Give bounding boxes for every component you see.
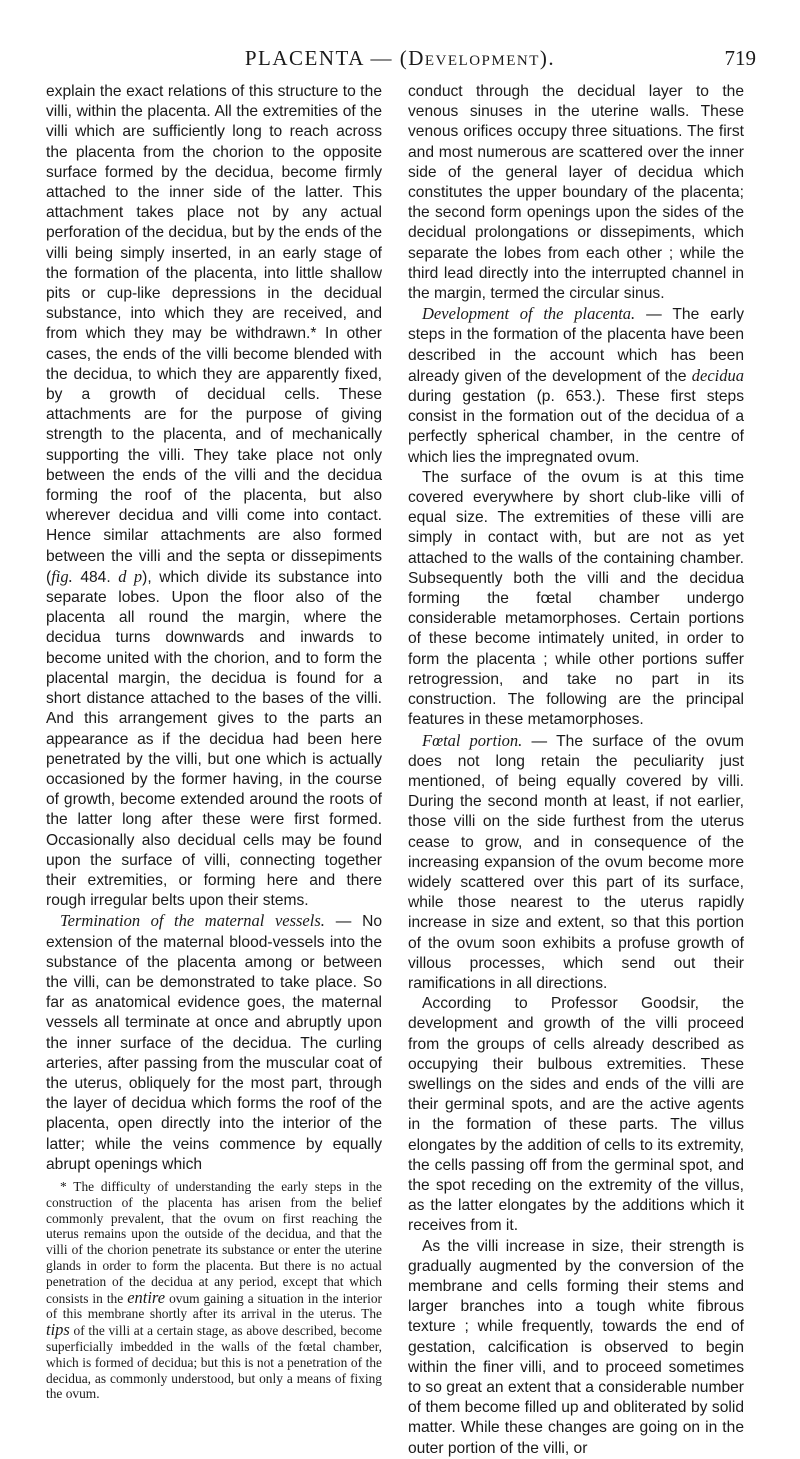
fig-number: 484. xyxy=(72,568,119,586)
paragraph-text: — The early steps in the formation of the placenta have been described in the account which has been already given of the development of the xyxy=(408,306,744,385)
page-header xyxy=(0,46,800,70)
paragraph: The surface of the ovum is at this time covered everywhere by short club-like villi of equal size. The extremities of these villi are simply in contact with, but are not as yet attached to the walls of the containing chamber. Subsequently both the villi and the decidua forming the fœtal chamber undergo considerable metamorphoses. Certain portions of these become intimately united, in order to form the placenta ; while other portions suffer retrogression, and take no part in its construction. The following are the principal features in these metamorphoses. xyxy=(408,468,744,729)
section-heading: Fœtal portion. xyxy=(422,730,523,750)
fig-letters: d p xyxy=(118,566,143,586)
fig-abbrev: fig. xyxy=(51,566,73,586)
footnote-emphasis: tips xyxy=(46,1320,70,1340)
left-column xyxy=(46,82,382,1402)
paragraph xyxy=(46,82,382,911)
paragraph-text: — No extension of the maternal blood-vessels into the substance of the placenta among or between the villi, can be demonstrated to take place. So far as anatomical evidence goes, the maternal vessels all terminate at once and abruptly upon the inner surface of the decidua. The curling arteries, after passing from the muscular coat of the uterus, obliquely for the most part, through the layer of decidua which forms the roof of the placenta, open directly into the interior of the latter; while the veins commence by equally abrupt openings which xyxy=(46,913,382,1173)
footnote-text xyxy=(46,1179,382,1402)
paragraph xyxy=(408,304,744,468)
footnote-part: of the villi at a certain stage, as above described, become superficially imbedded in the walls of the fœtal chamber, which is formed of decidua; but this is not a penetration of the decidua, as commonly understood, but only a means of fixing the ovum. xyxy=(46,1323,382,1402)
emphasis: decidua xyxy=(691,365,744,385)
paragraph-text-end: ), which divide its substance into separate lobes. Upon the floor also of the placenta all round the margin, where the decidua turns downwards and inwards to become united with the chorion, and to form the placental margin, the decidua is found for a short distance attached to the bases of the villi. And this arrangement gives to the parts an appearance as if the decidua had been here penetrated by the villi, but one which is actually occasioned by the former having, in the course of growth, become extended around the roots of the latter long after these were first formed. Occasionally also decidual cells may be found upon the surface of villi, connecting together their extremities, or forming here and there rough irregular belts upon their stems. xyxy=(46,568,383,910)
footnote-part: * The difficulty of understanding the early steps in the construction of the placenta has arisen from the belief commonly prevalent, that the ovum on first reaching the uterus remains upon the outside of the decidua, and that the villi of the chorion penetrate its substance or enter the uterine glands in order to form the placenta. But there is no actual penetration of the decidua at any period, except that which consists in the xyxy=(46,1178,382,1306)
paragraph xyxy=(46,911,382,1175)
footnote-part: ovum gaining a situation in the interior of this membrane shortly after its arrival in the uterus. The xyxy=(46,1290,382,1322)
section-heading: Termination of the maternal vessels. xyxy=(60,911,325,931)
section-heading: Development of the placenta. xyxy=(422,304,636,324)
paragraph: conduct through the decidual layer to the venous sinuses in the uterine walls. These venous orifices occupy three situations. The first and most numerous are scattered over the inner side of the general layer of decidua which constitutes the upper boundary of the placenta; the second form openings upon the sides of the decidual prolongations or dissepiments, which separate the lobes from each other ; while the third lead directly into the interrupted channel in the margin, termed the circular sinus. xyxy=(408,83,744,303)
page-number: 719 xyxy=(724,46,756,70)
running-head-section: Development xyxy=(408,46,540,70)
right-column xyxy=(408,82,744,1459)
paragraph: As the villi increase in size, their strength is gradually augmented by the conversion of the membrane and cells forming their stems and larger branches into a tough white fibrous texture ; while frequently, towards the end of gestation, calcification is observed to begin within the finer villi, and to proceed sometimes to so great an extent that a considerable number of them become filled up and obliterated by solid matter. While these changes are going on in the outer portion of the villi, or xyxy=(408,1237,744,1457)
paragraph xyxy=(408,731,744,995)
running-head: PLACENTA — (Development). xyxy=(244,46,556,70)
footnote xyxy=(46,1179,382,1402)
footnote-emphasis: entire xyxy=(127,1287,166,1307)
paragraph: According to Professor Goodsir, the development and growth of the villi proceed from the groups of cells already described as occupying their bulbous extremities. These swellings on the sides and ends of the villi are their germinal spots, and are the active agents in the formation of these parts. The villus elongates by the addition of cells to its extremity, the cells passing off from the germinal spot, and the spot receding on the extremity of the villus, as the latter elongates by the additions which it receives from it. xyxy=(408,995,744,1235)
running-head-title: PLACENTA xyxy=(244,46,364,70)
paragraph-text: during gestation (p. 653.). These first steps consist in the formation out of the decidua of a perfectly spherical chamber, in the centre of which lies the impregnated ovum. xyxy=(408,388,744,466)
paragraph-text: — The surface of the ovum does not long retain the peculiarity just mentioned, of being equally covered by villi. During the second month at least, if not earlier, those villi on the side furthest from the uterus cease to grow, and in consequence of the increasing expansion of the ovum become more widely scattered over this part of its surface, while those nearest to the uterus rapidly increase in size and extent, so that this portion of the ovum soon exhibits a profuse growth of villous processes, which send out their ramifications in all directions. xyxy=(408,732,744,992)
paragraph-text: explain the exact relations of this structure to the villi, within the placenta. All the extremities of the villi which are sufficiently long to reach across the placenta from the chorion to the opposite surface formed by the decidua, become firmly attached to the inner side of the latter. This attachment takes place not by any actual perforation of the decidua, but by the ends of the villi being simply inserted, in an early stage of the formation of the placenta, into little shallow pits or cup-like depressions in the decidual substance, into which they are received, and from which they may be withdrawn.* In other cases, the ends of the villi become blended with the decidua, to which they are apparently fixed, by a growth of decidual cells. These attachments are for the purpose of giving strength to the placenta, and of mechanically supporting the villi. They take place not only between the ends of the villi and the decidua forming the roof of the placenta, but also wherever decidua and villi come into contact. Hence similar attachments are also formed between the villi and the septa or dissepiments ( xyxy=(46,83,382,586)
